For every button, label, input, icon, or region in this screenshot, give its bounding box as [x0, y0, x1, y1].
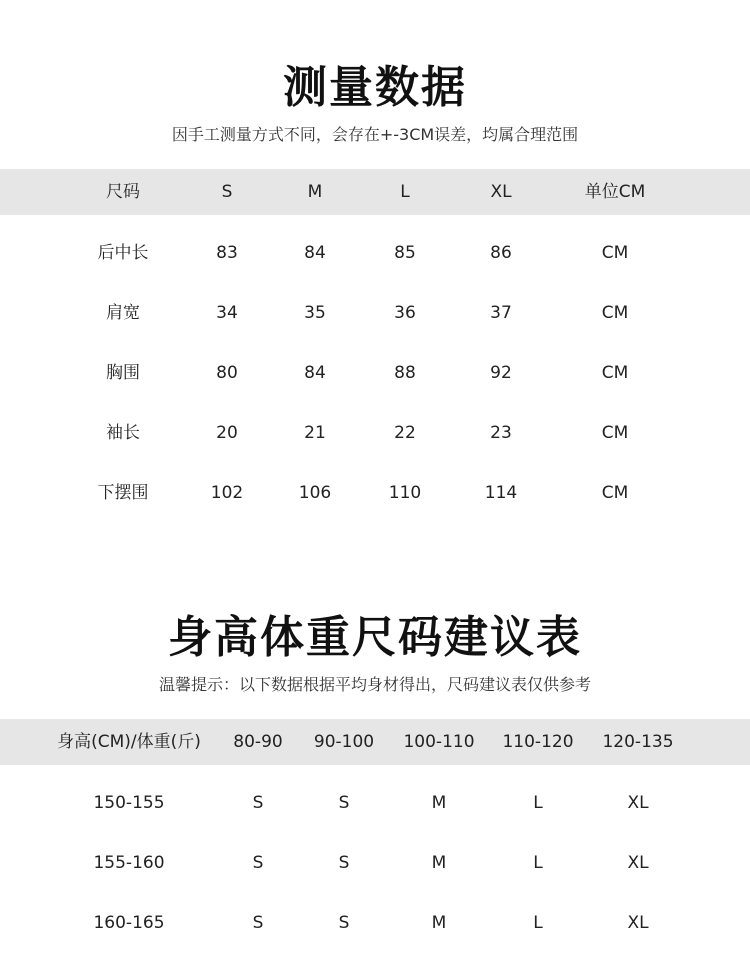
table-cell: 20: [216, 423, 238, 443]
table-row: [0, 791, 750, 815]
table-row: [0, 911, 750, 935]
table-cell: CM: [601, 423, 629, 443]
suggest-header-cell: 100-110: [403, 732, 475, 752]
table-row: [0, 851, 750, 875]
measure-header-cell: L: [400, 182, 410, 202]
table-cell: 102: [210, 483, 244, 503]
table-cell: M: [431, 913, 447, 933]
table-cell: M: [431, 793, 447, 813]
table-cell: 88: [394, 363, 416, 383]
table-cell: CM: [601, 303, 629, 323]
table-cell: S: [252, 853, 264, 873]
table-cell: S: [252, 913, 264, 933]
table-row: [0, 241, 750, 265]
suggest-header-cell: 身高(CM)/体重(斤): [57, 732, 201, 752]
table-cell: 23: [490, 423, 512, 443]
table-cell: CM: [601, 363, 629, 383]
table-cell: 84: [304, 243, 326, 263]
table-cell: 114: [484, 483, 518, 503]
measure-header-cell: 单位CM: [584, 182, 646, 202]
table-cell: L: [533, 793, 543, 813]
table-row: [0, 421, 750, 445]
row-label: 袖长: [106, 423, 140, 443]
table-cell: 21: [304, 423, 326, 443]
table-cell: S: [338, 853, 350, 873]
table-row: [0, 301, 750, 325]
suggest-header-row: [0, 730, 750, 754]
table-cell: CM: [601, 243, 629, 263]
table-cell: S: [252, 793, 264, 813]
table-cell: 86: [490, 243, 512, 263]
table-row: [0, 361, 750, 385]
measure-title: 测量数据: [283, 62, 467, 113]
suggest-header-cell: 80-90: [233, 732, 283, 752]
measure-note: 因手工测量方式不同，会存在+-3CM误差，均属合理范围: [171, 125, 579, 144]
suggest-note: 温馨提示：以下数据根据平均身材得出，尺码建议表仅供参考: [158, 675, 591, 694]
table-cell: 92: [490, 363, 512, 383]
row-label: 160-165: [93, 913, 165, 933]
row-label: 后中长: [97, 243, 149, 263]
table-cell: 85: [394, 243, 416, 263]
table-cell: XL: [627, 793, 649, 813]
table-cell: 35: [304, 303, 326, 323]
table-cell: 110: [388, 483, 422, 503]
row-label: 155-160: [93, 853, 165, 873]
measure-header-cell: M: [307, 182, 323, 202]
suggest-title: 身高体重尺码建议表: [168, 612, 582, 663]
table-cell: XL: [627, 853, 649, 873]
table-cell: 106: [298, 483, 332, 503]
row-label: 肩宽: [106, 303, 140, 323]
suggest-header-cell: 90-100: [313, 732, 375, 752]
measure-header-row: [0, 180, 750, 204]
table-cell: 22: [394, 423, 416, 443]
measure-header-cell: XL: [490, 182, 512, 202]
table-cell: L: [533, 853, 543, 873]
table-cell: M: [431, 853, 447, 873]
table-cell: L: [533, 913, 543, 933]
row-label: 下摆围: [97, 483, 149, 503]
suggest-header-cell: 120-135: [602, 732, 674, 752]
measure-header-cell: S: [221, 182, 233, 202]
table-row: [0, 481, 750, 505]
table-cell: 34: [216, 303, 238, 323]
table-cell: 37: [490, 303, 512, 323]
measure-header-cell: 尺码: [106, 182, 140, 202]
row-label: 150-155: [93, 793, 165, 813]
table-cell: 84: [304, 363, 326, 383]
table-cell: S: [338, 913, 350, 933]
table-cell: CM: [601, 483, 629, 503]
table-cell: 80: [216, 363, 238, 383]
row-label: 胸围: [106, 363, 140, 383]
table-cell: XL: [627, 913, 649, 933]
table-cell: 83: [216, 243, 238, 263]
table-cell: 36: [394, 303, 416, 323]
suggest-header-cell: 110-120: [502, 732, 574, 752]
table-cell: S: [338, 793, 350, 813]
